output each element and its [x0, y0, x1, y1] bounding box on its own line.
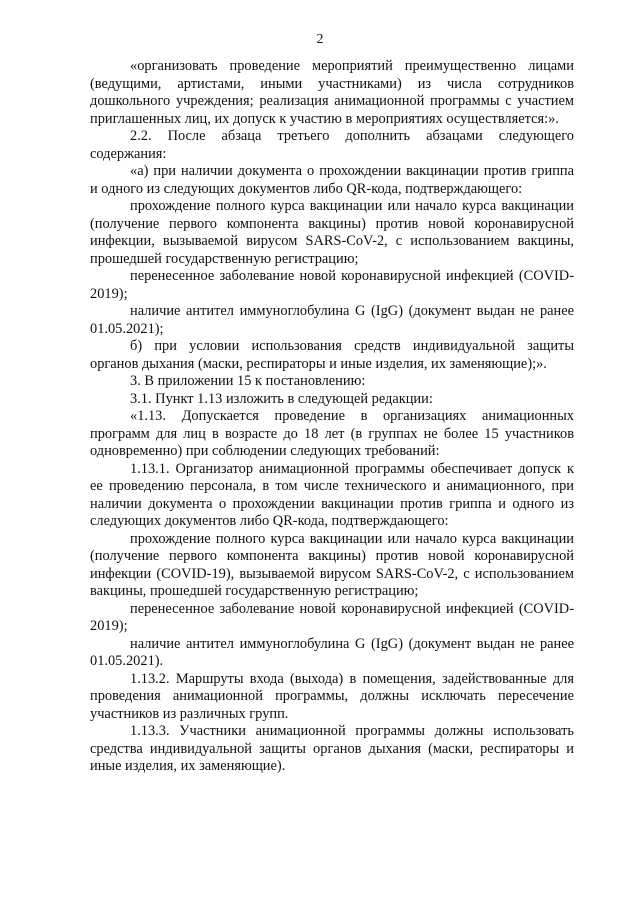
paragraph-1: «организовать проведение мероприятий преимущественно лицами (ведущими, артистами, иными участниками) из числа сотрудников дошкольного учреждения; реализация анимационной программы с участием приглашенных лиц, их допуск к участию в мероприятиях осуществляется:». [90, 58, 574, 127]
paragraph-6: наличие антител иммуноглобулина G (IgG) (документ выдан не ранее 01.05.2021); [90, 303, 574, 337]
paragraph-7: б) при условии использования средств индивидуальной защиты органов дыхания (маски, респираторы и иные изделия, их заменяющие);». [90, 338, 574, 372]
paragraph-9: 3.1. Пункт 1.13 изложить в следующей редакции: [130, 390, 433, 407]
document-body [90, 58, 574, 776]
paragraph-16: 1.13.3. Участники анимационной программы должны использовать средства индивидуальной защиты органов дыхания (маски, респираторы и иные изделия, их заменяющие). [90, 723, 574, 774]
paragraph-12: прохождение полного курса вакцинации или начало курса вакцинации (получение первого компонента вакцины) против новой коронавирусной инфекции (COVID-19), вызываемой вирусом SARS-CoV-2, с использованием вакцины, прошедшей государственную регистрацию; [90, 530, 574, 599]
paragraph-14: наличие антител иммуноглобулина G (IgG) (документ выдан не ранее 01.05.2021). [90, 635, 574, 669]
paragraph-5: перенесенное заболевание новой коронавирусной инфекцией (COVID-2019); [90, 268, 574, 302]
paragraph-3: «а) при наличии документа о прохождении вакцинации против гриппа и одного из следующих документов либо QR-кода, подтверждающего: [90, 163, 574, 197]
paragraph-4: прохождение полного курса вакцинации или начало курса вакцинации (получение первого компонента вакцины) против новой коронавирусной инфекции, вызываемой вирусом SARS-CoV-2, с использованием вакцины, прошедшей государственную регистрацию; [90, 198, 574, 267]
paragraph-8: 3. В приложении 15 к постановлению: [130, 373, 366, 389]
page-number: 2 [316, 32, 324, 47]
paragraph-2: 2.2. После абзаца третьего дополнить абзацами следующего содержания: [90, 128, 574, 162]
paragraph-13: перенесенное заболевание новой коронавирусной инфекцией (COVID-2019); [90, 600, 574, 634]
paragraph-15: 1.13.2. Маршруты входа (выхода) в помещения, задействованные для проведения анимационной программы, должны исключать пересечение участников из различных групп. [90, 670, 574, 722]
paragraph-11: 1.13.1. Организатор анимационной программы обеспечивает допуск к ее проведению персонала, в том числе технического и анимационного, при наличии документа о прохождении вакцинации против гриппа и одного из следующих документов либо QR-кода, подтверждающего: [90, 460, 574, 529]
paragraph-10: «1.13. Допускается проведение в организациях анимационных программ для лиц в возрасте до 18 лет (в группах не более 15 участников одновременно) при соблюдении следующих требований: [90, 408, 574, 459]
